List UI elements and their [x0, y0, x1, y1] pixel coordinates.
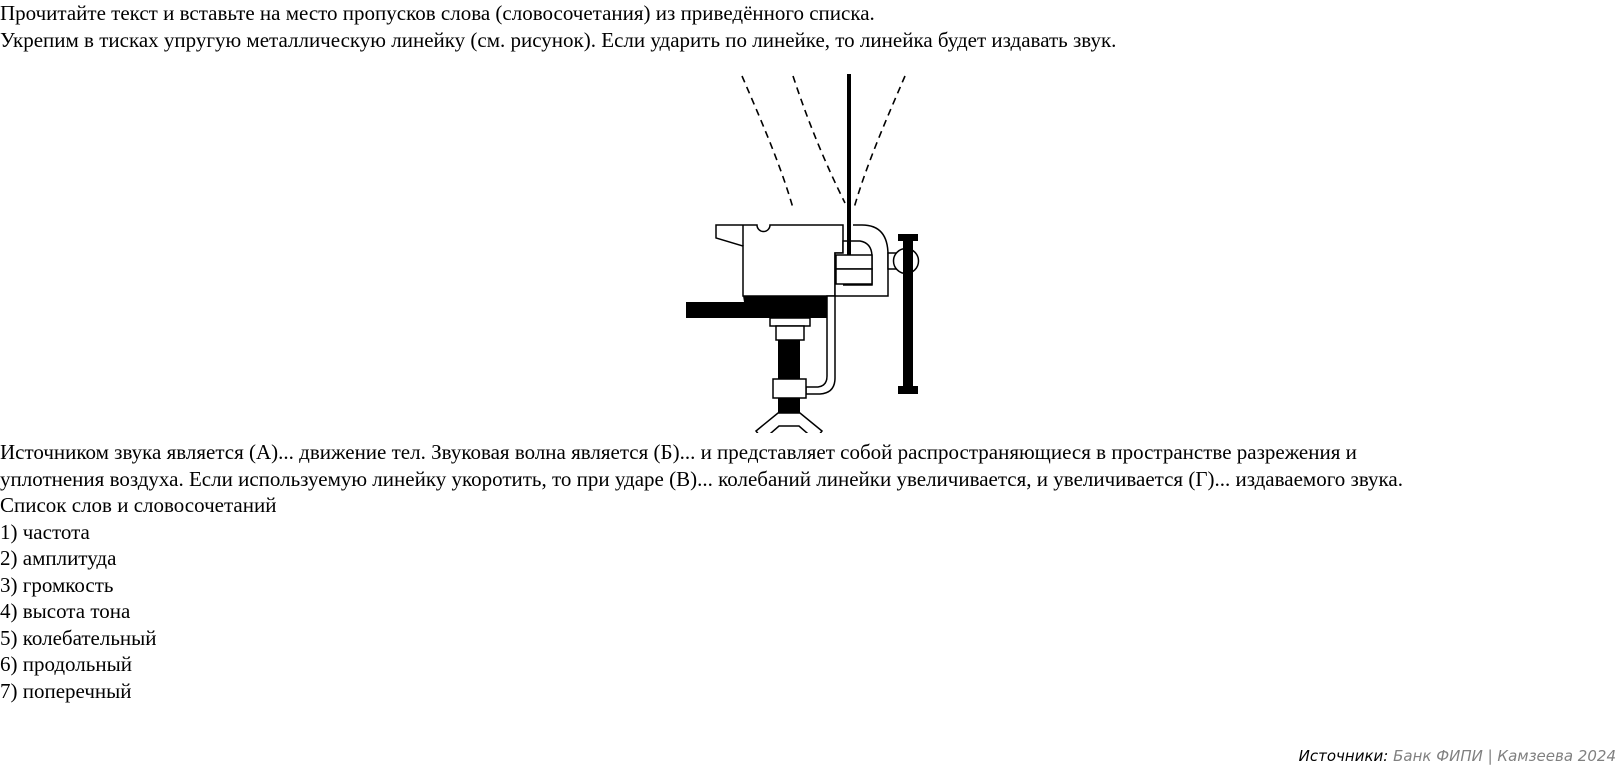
- ruler-inside-jaw: [847, 225, 851, 255]
- clamp-screw-upper: [778, 340, 800, 379]
- sources-label: Источники:: [1298, 747, 1389, 765]
- word-list-title: Список слов и словосочетаний: [0, 493, 277, 517]
- wing-handle: [756, 413, 822, 433]
- sources-value: Банк ФИПИ | Камзеева 2024: [1388, 747, 1616, 765]
- handle-cap-bottom: [898, 386, 918, 394]
- word-option-4: 4) высота тона: [0, 599, 131, 623]
- clamp-washer: [770, 318, 810, 326]
- word-option-7: 7) поперечный: [0, 678, 132, 703]
- vibration-left-curve: [792, 75, 845, 205]
- vibration-left-dashes: [742, 76, 793, 208]
- figure-container: [0, 53, 1616, 439]
- clamp-screw-lower: [778, 398, 800, 413]
- vise-ruler-figure: [660, 63, 920, 433]
- clamp-block: [773, 379, 806, 398]
- clamp-nut: [776, 326, 804, 340]
- word-option-1: 1) частота: [0, 519, 90, 544]
- handle-bar: [903, 241, 913, 389]
- task-instruction: Прочитайте текст и вставьте на место пропусков слова (словосочетания) из приведённого списка.: [0, 1, 875, 25]
- word-option-3: 3) громкость: [0, 572, 114, 597]
- word-list: [0, 519, 1616, 705]
- jaw-plate-upper: [836, 255, 872, 269]
- passage-line-2: уплотнения воздуха. Если используемую линейку укоротить, то при ударе (В)... колебаний линейки увеличивается, и увеличивается (Г)... издаваемого звука.: [0, 466, 1403, 491]
- handle-cap-top: [898, 234, 918, 241]
- task-setup-text: Укрепим в тисках упругую металлическую линейку (см. рисунок). Если ударить по линейке, то линейка будет издавать звук.: [0, 27, 1117, 52]
- passage: [0, 439, 1616, 492]
- vibration-right-dashes: [854, 76, 905, 208]
- sources-footer: [1299, 746, 1616, 766]
- passage-line-1: Источником звука является (А)... движение тел. Звуковая волна является (Б)... и представляет собой распространяющиеся в пространстве разрежения и: [0, 440, 1357, 464]
- table-slab: [686, 296, 827, 318]
- vibration-left-extreme-dashed: [793, 76, 845, 203]
- word-option-2: 2) амплитуда: [0, 546, 117, 570]
- word-option-5: 5) колебательный: [0, 625, 157, 650]
- vise-body: [716, 225, 843, 296]
- jaw-plate-lower: [836, 269, 872, 284]
- word-option-6: 6) продольный: [0, 652, 132, 676]
